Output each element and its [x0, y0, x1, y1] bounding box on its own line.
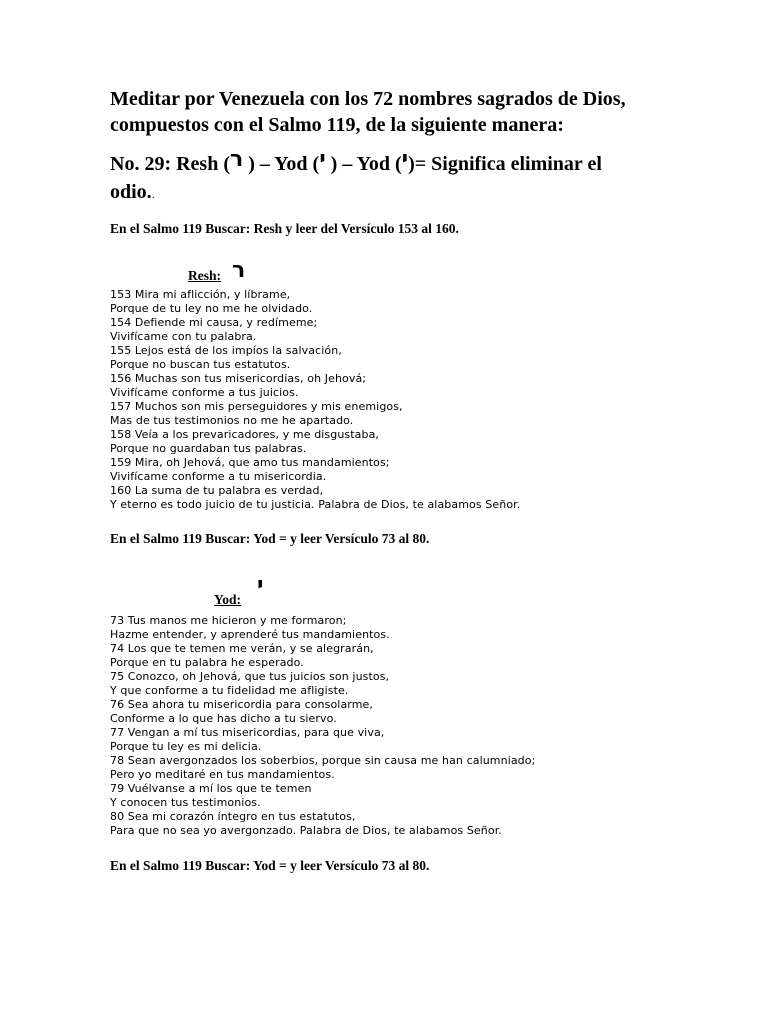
- name-heading: [110, 147, 690, 208]
- verse-line: 156 Muchas son tus misericordias, oh Jehová;: [110, 372, 367, 385]
- title-line-2: compuestos con el Salmo 119, de la siguiente manera:: [110, 114, 564, 136]
- verse-line: 73 Tus manos me hicieron y me formaron;: [110, 614, 347, 627]
- search-instruction-yod: En el Salmo 119 Buscar: Yod = y leer Versículo 73 al 80.: [110, 531, 430, 546]
- verse-line: Porque de tu ley no me he olvidado.: [110, 302, 313, 315]
- name-heading-mid-1: ) – Yod (: [243, 153, 320, 175]
- name-heading-line-1: [110, 147, 690, 178]
- verse-line: 75 Conozco, oh Jehová, que tus juicios son justos,: [110, 670, 390, 683]
- section-label-yod: Yod:: [214, 592, 242, 607]
- resh-letter: ר: [230, 147, 244, 172]
- verse-line: 155 Lejos está de los impíos la salvación,: [110, 344, 342, 357]
- yod-letter-1: י: [319, 147, 326, 172]
- verse-line: Vivifícame conforme a tus juicios.: [110, 386, 299, 399]
- verse-line: Mas de tus testimonios no me he apartado.: [110, 414, 354, 427]
- verse-line: Porque no buscan tus estatutos.: [110, 358, 291, 371]
- verse-line: Porque no guardaban tus palabras.: [110, 442, 307, 455]
- verse-line: 159 Mira, oh Jehová, que amo tus mandamientos;: [110, 456, 390, 469]
- verse-line: Porque tu ley es mi delicia.: [110, 740, 262, 753]
- verse-line: Y eterno es todo juicio de tu justicia. Palabra de Dios, te alabamos Señor.: [110, 498, 521, 511]
- verse-line: 158 Veía a los prevaricadores, y me disgustaba,: [110, 428, 380, 441]
- name-heading-odio: odio.: [110, 181, 152, 203]
- search-instruction-yod-repeat: En el Salmo 119 Buscar: Yod = y leer Versículo 73 al 80.: [110, 858, 430, 873]
- verse-line: Pero yo meditaré en tus mandamientos.: [110, 768, 335, 781]
- verse-line: 160 La suma de tu palabra es verdad,: [110, 484, 324, 497]
- verse-list-yod: [110, 614, 535, 838]
- name-heading-mid-2: ) – Yod (: [325, 153, 402, 175]
- verse-line: 78 Sean avergonzados los soberbios, porque sin causa me han calumniado;: [110, 754, 536, 767]
- verse-line: 157 Muchos son mis perseguidores y mis enemigos,: [110, 400, 403, 413]
- verse-list-resh: [110, 288, 520, 512]
- verse-line: Para que no sea yo avergonzado. Palabra de Dios, te alabamos Señor.: [110, 824, 502, 837]
- verse-line: 153 Mira mi aflicción, y líbrame,: [110, 288, 291, 301]
- verse-line: 76 Sea ahora tu misericordia para consolarme,: [110, 698, 373, 711]
- verse-line: Vivifícame conforme a tu misericordia.: [110, 470, 327, 483]
- verse-line: Conforme a lo que has dicho a tu siervo.: [110, 712, 337, 725]
- verse-line: Porque en tu palabra he esperado.: [110, 656, 304, 669]
- name-heading-prefix: No. 29: Resh (: [110, 153, 230, 175]
- verse-line: 154 Defiende mi causa, y redímeme;: [110, 316, 318, 329]
- verse-line: 79 Vuélvanse a mí los que te temen: [110, 782, 312, 795]
- verse-line: Y que conforme a tu fidelidad me afligiste.: [110, 684, 349, 697]
- verse-line: 74 Los que te temen me verán, y se alegrarán,: [110, 642, 374, 655]
- yod-letter-icon: י: [257, 573, 264, 598]
- resh-letter-icon: ר: [232, 258, 246, 283]
- title-line-1: Meditar por Venezuela con los 72 nombres sagrados de Dios,: [110, 88, 626, 110]
- search-instruction-resh: En el Salmo 119 Buscar: Resh y leer del Versículo 153 al 160.: [110, 221, 459, 236]
- verse-line: Hazme entender, y aprenderé tus mandamientos.: [110, 628, 390, 641]
- verse-line: 77 Vengan a mí tus misericordias, para que viva,: [110, 726, 385, 739]
- verse-line: Vivifícame con tu palabra.: [110, 330, 257, 343]
- name-heading-line-2: [110, 178, 690, 208]
- yod-letter-2: י: [401, 147, 409, 172]
- document-title: [110, 86, 670, 138]
- verse-line: 80 Sea mi corazón íntegro en tus estatutos,: [110, 810, 356, 823]
- verse-line: Y conocen tus testimonios.: [110, 796, 261, 809]
- name-heading-suffix: )= Significa eliminar el: [408, 153, 602, 175]
- section-label-resh: Resh:: [188, 268, 221, 283]
- name-heading-trailing-dot: .: [151, 187, 155, 201]
